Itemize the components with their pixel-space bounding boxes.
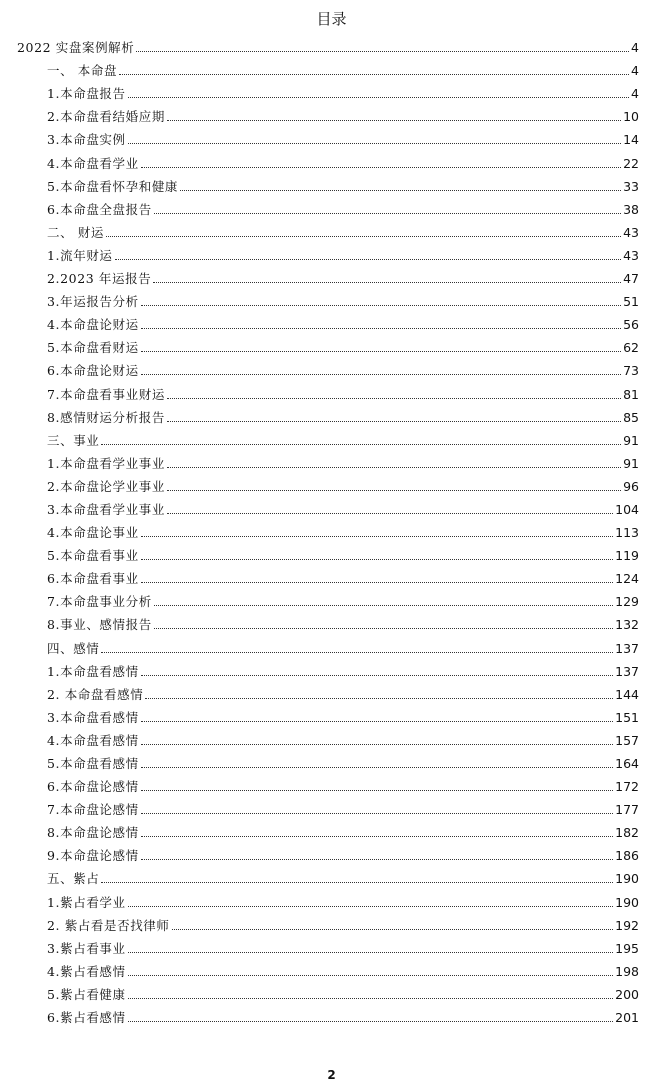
toc-entry[interactable]: [17, 517, 639, 540]
dot-leader: [167, 120, 621, 121]
dot-leader: [101, 882, 613, 883]
toc-entry-title: 3.本命盘看学业事业: [47, 501, 165, 517]
toc-entry-title: 3.本命盘看感情: [47, 709, 139, 725]
toc-entry[interactable]: [17, 863, 639, 886]
toc-entry-title: 三、事业: [47, 432, 100, 448]
toc-entry-title: 8.感情财运分析报告: [47, 409, 165, 425]
dot-leader: [172, 929, 614, 930]
toc-entry[interactable]: [17, 355, 639, 378]
dot-leader: [167, 398, 621, 399]
toc-entry-page: 56: [623, 317, 639, 333]
toc-entry[interactable]: [17, 402, 639, 425]
toc-entry-title: 2.2023 年运报告: [47, 271, 152, 287]
toc-entry[interactable]: [17, 632, 639, 655]
toc-entry-title: 2. 紫占看是否找律师: [47, 917, 170, 933]
toc-entry-title: 8.事业、感情报告: [47, 617, 152, 633]
toc-entry-page: 124: [615, 571, 639, 587]
dot-leader: [141, 767, 613, 768]
toc-entry-title: 5.紫占看健康: [47, 986, 126, 1002]
toc-entry-title: 4.本命盘看感情: [47, 732, 139, 748]
toc-entry-title: 5.本命盘看财运: [47, 340, 139, 356]
toc-entry[interactable]: [17, 309, 639, 332]
dot-leader: [119, 74, 629, 75]
toc-entry[interactable]: [17, 979, 639, 1002]
toc-entry-page: 201: [615, 1010, 639, 1026]
toc-entry-page: 182: [615, 825, 639, 841]
toc-entry-page: 132: [615, 617, 639, 633]
toc-entry-title: 6.紫占看感情: [47, 1010, 126, 1026]
toc-entry-title: 3.本命盘实例: [47, 132, 126, 148]
toc-entry-page: 85: [623, 409, 639, 425]
toc-entry-page: 33: [623, 178, 639, 194]
toc-entry-page: 62: [623, 340, 639, 356]
dot-leader: [180, 190, 621, 191]
dot-leader: [141, 559, 613, 560]
toc-entry-page: 22: [623, 155, 639, 171]
toc-entry-page: 144: [615, 686, 639, 702]
toc-entry-page: 190: [615, 871, 639, 887]
dot-leader: [141, 167, 621, 168]
toc-entry-page: 113: [615, 525, 639, 541]
toc-entry[interactable]: [17, 55, 639, 78]
toc-entry-title: 4.本命盘论财运: [47, 317, 139, 333]
dot-leader: [141, 374, 621, 375]
toc-entry-page: 10: [623, 109, 639, 125]
toc-entry-page: 47: [623, 271, 639, 287]
toc-entry-page: 4: [631, 40, 639, 56]
dot-leader: [101, 444, 621, 445]
toc-entry-title: 3.紫占看事业: [47, 940, 126, 956]
dot-leader: [141, 744, 613, 745]
toc-entry-title: 1.本命盘看学业事业: [47, 455, 165, 471]
toc-entry-title: 四、感情: [47, 640, 100, 656]
toc-entry[interactable]: [17, 910, 639, 933]
toc-title: 目录: [316, 10, 347, 28]
dot-leader: [154, 628, 613, 629]
toc-entry-page: 172: [615, 779, 639, 795]
dot-leader: [128, 952, 614, 953]
toc-entry[interactable]: [17, 1002, 639, 1025]
toc-entry-title: 6.本命盘看事业: [47, 571, 139, 587]
toc-entry-title: 2.本命盘论学业事业: [47, 478, 165, 494]
toc-entry[interactable]: [17, 147, 639, 170]
toc-entry-page: 192: [615, 917, 639, 933]
toc-entry-title: 1.流年财运: [47, 247, 113, 263]
dot-leader: [128, 906, 614, 907]
toc-entry-page: 43: [623, 247, 639, 263]
toc-entry[interactable]: [17, 702, 639, 725]
toc-entry-title: 7.本命盘论感情: [47, 802, 139, 818]
dot-leader: [154, 213, 621, 214]
toc-entry-title: 9.本命盘论感情: [47, 848, 139, 864]
toc-entry[interactable]: [17, 933, 639, 956]
toc-entry-page: 43: [623, 224, 639, 240]
toc-entry-page: 157: [615, 732, 639, 748]
dot-leader: [106, 236, 621, 237]
toc-entry[interactable]: [17, 679, 639, 702]
toc-entry[interactable]: [17, 471, 639, 494]
dot-leader: [167, 421, 621, 422]
toc-entry-title: 2022 实盘案例解析: [17, 40, 135, 56]
toc-entry[interactable]: [17, 886, 639, 909]
toc-entry[interactable]: [17, 771, 639, 794]
toc-entry-title: 8.本命盘论感情: [47, 825, 139, 841]
toc-entry[interactable]: [17, 725, 639, 748]
toc-entry-title: 一、 本命盘: [47, 63, 118, 79]
toc-entry-page: 164: [615, 756, 639, 771]
toc-entry-title: 4.本命盘看学业: [47, 155, 139, 171]
toc-entry-title: 6.本命盘论感情: [47, 779, 139, 795]
toc-entry[interactable]: [17, 263, 639, 286]
toc-entry[interactable]: [17, 494, 639, 517]
toc-entry-page: 195: [615, 940, 639, 956]
toc-entry-page: 38: [623, 201, 639, 217]
toc-entry-title: 3.年运报告分析: [47, 294, 139, 310]
toc-entry[interactable]: [17, 817, 639, 840]
toc-entry-page: 104: [615, 501, 639, 517]
dot-leader: [128, 1021, 614, 1022]
toc-entry[interactable]: [17, 540, 639, 563]
toc-entry[interactable]: [17, 448, 639, 471]
toc-entry-title: 6.本命盘全盘报告: [47, 201, 152, 217]
toc-entry-page: 137: [615, 663, 639, 679]
toc-entry-page: 4: [631, 86, 639, 102]
toc-entry-title: 2. 本命盘看感情: [47, 686, 144, 702]
toc-entry-title: 5.本命盘看感情: [47, 756, 139, 771]
dot-leader: [141, 305, 621, 306]
dot-leader: [128, 143, 621, 144]
dot-leader: [167, 467, 621, 468]
toc-entry-title: 1.本命盘看感情: [47, 663, 139, 679]
dot-leader: [141, 675, 613, 676]
dot-leader: [154, 605, 613, 606]
toc-entry-title: 2.本命盘看结婚应期: [47, 109, 165, 125]
toc-entry[interactable]: [17, 609, 639, 632]
toc-entry-page: 91: [623, 432, 639, 448]
toc-entry-title: 二、 财运: [47, 224, 104, 240]
toc-entry[interactable]: [17, 32, 639, 55]
toc-entry[interactable]: [17, 656, 639, 679]
toc-entry-page: 51: [623, 294, 639, 310]
dot-leader: [101, 652, 613, 653]
toc-entry-title: 5.本命盘看怀孕和健康: [47, 178, 179, 194]
toc-entry[interactable]: [17, 124, 639, 147]
toc-entry[interactable]: [17, 171, 639, 194]
toc-entry-page: 198: [615, 963, 639, 979]
toc-entry[interactable]: [17, 101, 639, 124]
toc-entry-page: 151: [615, 709, 639, 725]
toc-entry-page: 129: [615, 594, 639, 610]
toc-entry-page: 14: [623, 132, 639, 148]
dot-leader: [128, 998, 614, 999]
toc-entry[interactable]: [17, 194, 639, 217]
toc-entry-page: 91: [623, 455, 639, 471]
dot-leader: [145, 698, 613, 699]
dot-leader: [141, 813, 613, 814]
dot-leader: [141, 582, 613, 583]
dot-leader: [167, 513, 613, 514]
toc-entry-title: 1.本命盘报告: [47, 86, 126, 102]
toc-entry-page: 200: [615, 986, 639, 1002]
toc-entry-title: 7.本命盘看事业财运: [47, 386, 165, 402]
dot-leader: [141, 328, 621, 329]
toc-entry[interactable]: [17, 794, 639, 817]
dot-leader: [141, 836, 613, 837]
toc-entry[interactable]: [17, 586, 639, 609]
toc-entry[interactable]: [17, 956, 639, 979]
dot-leader: [141, 721, 613, 722]
dot-leader: [128, 975, 614, 976]
dot-leader: [128, 97, 629, 98]
dot-leader: [141, 536, 613, 537]
toc-entry-page: 96: [623, 478, 639, 494]
dot-leader: [141, 351, 621, 352]
toc-entry-title: 五、紫占: [47, 871, 100, 887]
toc-entry-page: 177: [615, 802, 639, 818]
toc-entry-title: 5.本命盘看事业: [47, 548, 139, 564]
table-of-contents: [17, 32, 639, 1025]
toc-entry-page: 190: [615, 894, 639, 910]
toc-entry-page: 119: [615, 548, 639, 564]
toc-entry-page: 73: [623, 363, 639, 379]
toc-entry-title: 1.紫占看学业: [47, 894, 126, 910]
dot-leader: [153, 282, 621, 283]
toc-entry[interactable]: [17, 286, 639, 309]
toc-entry[interactable]: [17, 378, 639, 401]
toc-entry[interactable]: [17, 240, 639, 263]
toc-entry[interactable]: [17, 425, 639, 448]
dot-leader: [141, 790, 613, 791]
toc-entry[interactable]: [17, 748, 639, 771]
dot-leader: [136, 51, 629, 52]
dot-leader: [167, 490, 621, 491]
toc-entry-page: 81: [623, 386, 639, 402]
toc-entry[interactable]: [17, 563, 639, 586]
toc-entry-title: 4.本命盘论事业: [47, 525, 139, 541]
toc-entry-page: 186: [615, 848, 639, 864]
toc-entry-title: 6.本命盘论财运: [47, 363, 139, 379]
toc-entry[interactable]: [17, 78, 639, 101]
dot-leader: [115, 259, 622, 260]
toc-entry[interactable]: [17, 840, 639, 863]
toc-entry[interactable]: [17, 217, 639, 240]
dot-leader: [141, 859, 613, 860]
page-number: 2: [327, 1068, 336, 1082]
toc-entry-title: 4.紫占看感情: [47, 963, 126, 979]
toc-entry-page: 137: [615, 640, 639, 656]
toc-entry-title: 7.本命盘事业分析: [47, 594, 152, 610]
toc-entry-page: 4: [631, 63, 639, 79]
toc-entry[interactable]: [17, 332, 639, 355]
